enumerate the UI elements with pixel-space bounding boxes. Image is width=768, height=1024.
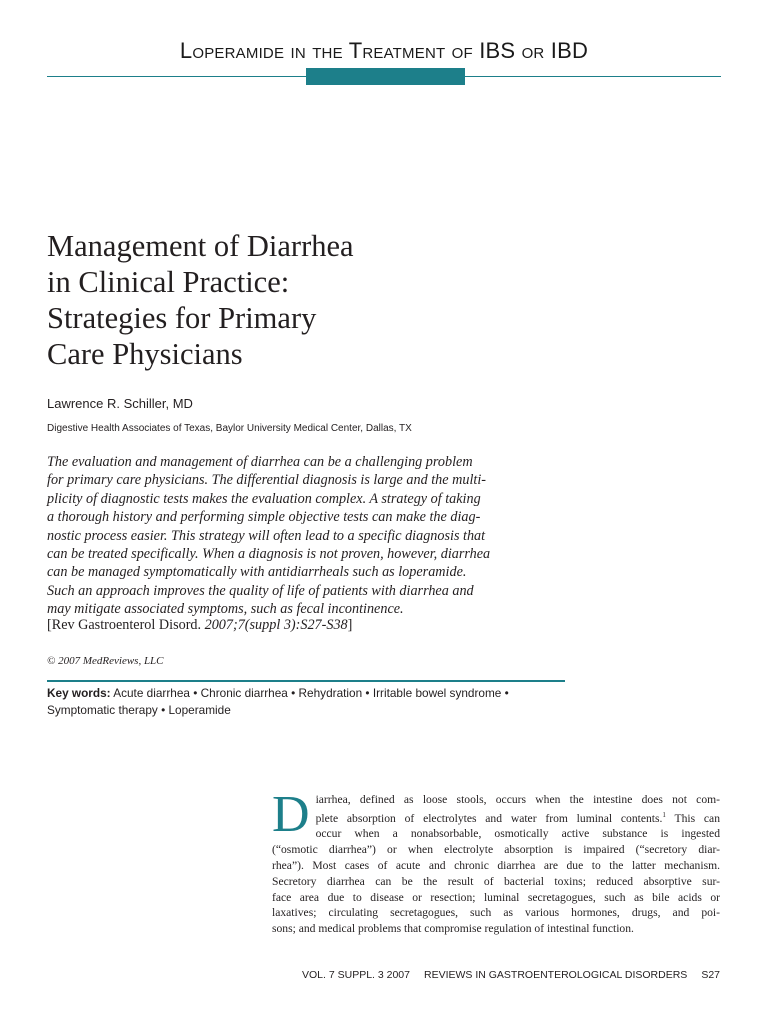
footer-volume: VOL. 7 SUPPL. 3 2007 — [302, 969, 410, 981]
abstract-line: The evaluation and management of diarrhea can be a challenging problem — [47, 454, 473, 470]
abstract-line: for primary care physicians. The differential diagnosis is large and the multi- — [47, 472, 486, 489]
title-line: Care Physicians — [47, 337, 243, 371]
citation-suffix: ] — [347, 617, 353, 633]
footnote-marker: 1 — [662, 810, 666, 819]
drop-cap: D — [272, 786, 310, 843]
abstract-line: plicity of diagnostic tests makes the evaluation complex. A strategy of taking — [47, 490, 481, 507]
article-title — [47, 228, 567, 372]
body-paragraph — [272, 786, 720, 937]
abstract-line: can be treated specifically. When a diagnosis is not proven, however, diarrhea — [47, 546, 491, 563]
title-line: Strategies for Primary — [47, 301, 317, 335]
body-line: rhea”). Most cases of acute and chronic diarrhea are due to the latter mechanism. — [272, 859, 720, 873]
running-header: Loperamide in the Treatment of IBS or IBD — [179, 38, 589, 63]
body-line: face area due to disease or resection; luminal secretagogues, such as bile acids or — [272, 890, 720, 904]
abstract-line: Such an approach improves the quality of life of patients with diarrhea and — [47, 582, 474, 599]
citation-prefix: [Rev Gastroenterol Disord. — [47, 617, 202, 633]
author-affiliation: Digestive Health Associates of Texas, Baylor University Medical Center, Dallas, TX — [47, 423, 412, 434]
body-line: sons; and medical problems that compromise regulation of intestinal function. — [272, 922, 634, 936]
abstract — [47, 453, 567, 619]
citation-ref: 2007;7(suppl 3):S27-S38 — [204, 617, 348, 633]
body-line: iarrhea, defined as loose stools, occurs when the intestine does not com- — [315, 793, 720, 806]
title-line: Management of Diarrhea — [47, 229, 354, 263]
citation — [47, 617, 352, 634]
body-line-tail: This can — [665, 811, 720, 825]
keywords-rule — [47, 680, 565, 682]
page-footer — [302, 969, 720, 981]
title-line: in Clinical Practice: — [47, 265, 290, 299]
keywords — [47, 685, 577, 719]
abstract-line: may mitigate associated symptoms, such as fecal incontinence. — [47, 601, 404, 618]
abstract-line: a thorough history and performing simple objective tests can make the diag- — [47, 509, 481, 526]
body-line: occur when a nonabsorbable, osmotically active substance is ingested — [315, 827, 720, 841]
keywords-list: Acute diarrhea • Chronic diarrhea • Rehydration • Irritable bowel syndrome • — [113, 686, 509, 700]
abstract-line: nostic process easier. This strategy will often lead to a specific diagnosis that — [47, 527, 486, 544]
footer-page-number: S27 — [701, 969, 720, 981]
body-line-text: plete absorption of electrolytes and water from luminal contents. — [315, 811, 663, 825]
body-line — [272, 808, 720, 827]
keywords-label: Key words: — [47, 686, 111, 700]
body-line: Secretory diarrhea can be the result of bacterial toxins; reduced absorptive sur- — [272, 874, 720, 888]
body-line: (“osmotic diarrhea”) or when electrolyte absorption is impaired (“secretory diar- — [272, 843, 720, 857]
footer-journal: REVIEWS IN GASTROENTEROLOGICAL DISORDERS — [423, 969, 688, 981]
abstract-line: can be managed symptomatically with antidiarrheals such as loperamide. — [47, 564, 467, 581]
keywords-list-continued: Symptomatic therapy • Loperamide — [47, 703, 231, 717]
body-line: laxatives; circulating secretagogues, such as various hormones, drugs, and poi- — [272, 906, 720, 920]
copyright-notice: © 2007 MedReviews, LLC — [47, 655, 164, 667]
author-name: Lawrence R. Schiller, MD — [47, 396, 193, 411]
header-tab-bar — [306, 68, 465, 85]
